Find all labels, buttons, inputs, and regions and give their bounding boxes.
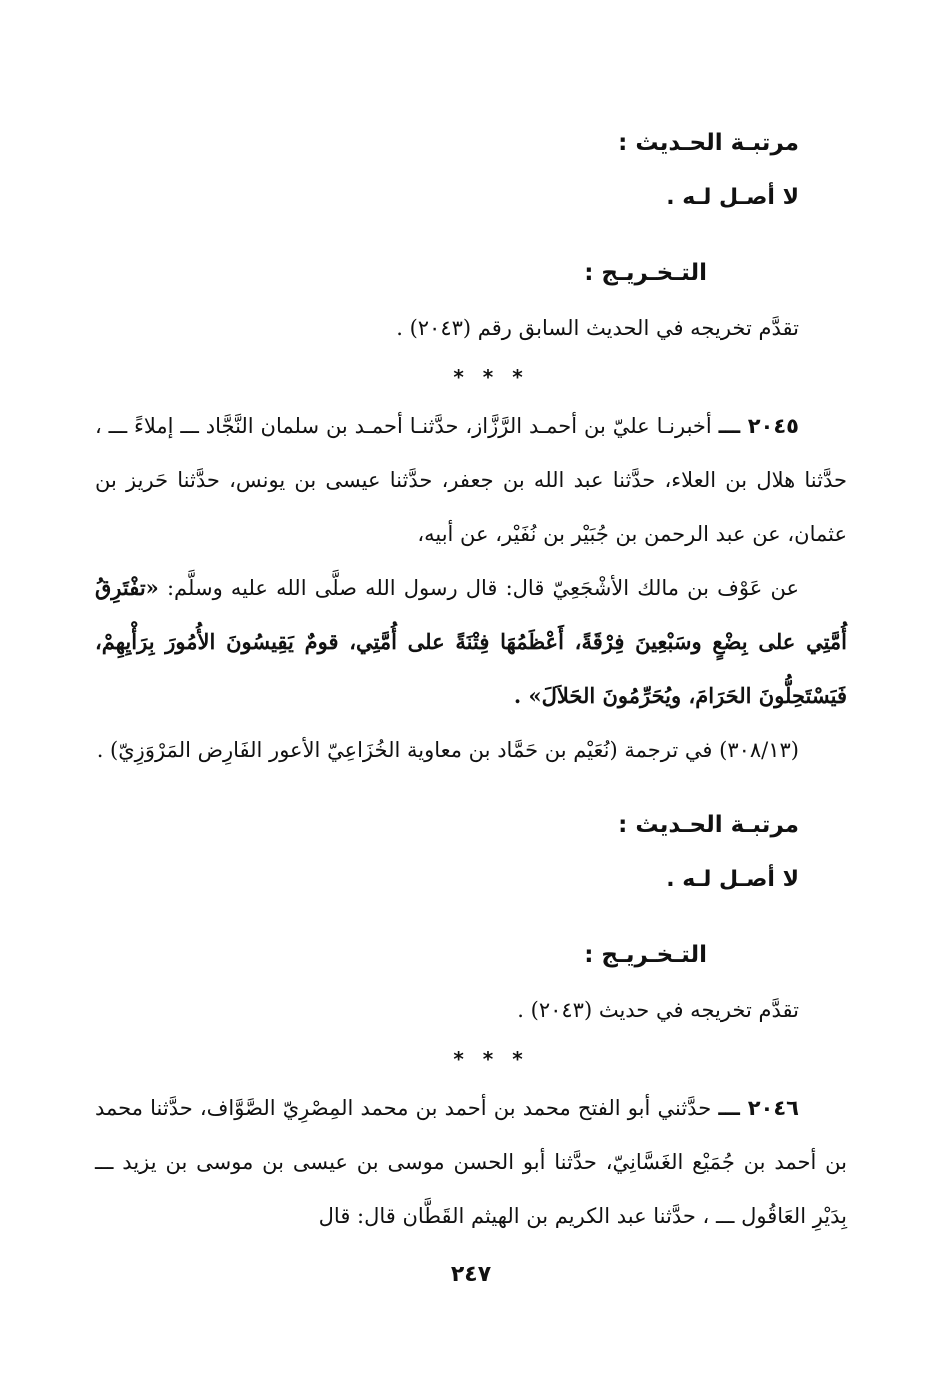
rank-heading: مرتبـة الحـديث :	[618, 812, 799, 838]
rank-heading: مرتبـة الحـديث :	[618, 130, 799, 156]
rank-value: لا أصـل لـه .	[666, 185, 799, 210]
hadith-number: ٢٠٤٥ ـــ	[718, 414, 799, 438]
narrator-text: عن عَوْف بن مالك الأشْجَعِيّ قال: قال رسول الله صلَّى الله عليه وسلَّم:	[166, 576, 799, 600]
takhrij-text: تقدَّم تخريجه في الحديث السابق رقم (٢٠٤٣) .	[396, 316, 799, 340]
hadith-number: ٢٠٤٦ ـــ	[718, 1096, 799, 1120]
matn-text: «تفْتَرِقُ أُمَّتِي على بِضْعٍ وسَبْعِينَ فِرْقَةً، أَعْظَمُهَا فِتْنَةً على أُمَّتِي، قومٌ يَقِيسُونَ الأُمُورَ بِرَأْيِهِمْ، فَيَسْتَحِلُّونَ الحَرَامَ، ويُحَرِّمُونَ الحَلاَلَ» .	[95, 575, 847, 708]
page-number: ٢٤٧	[450, 1262, 492, 1287]
page-body	[95, 105, 847, 1243]
isnad-text: حدَّثني أبو الفتح محمد بن أحمد بن محمد المِصْرِيّ الصَّوَّاف، حدَّثنا محمد بن أحمد بن جُمَيْع الغَسَّانِيّ، حدَّثنا أبو الحسن موسى بن عيسى بن موسى بن يزيد ـــ بِدَيْرِ العَاقُول ـــ ، حدَّثنا عبد الكريم بن الهيثم القَطَّان قال: قال	[95, 1096, 847, 1228]
hadith-2045-isnad	[95, 399, 847, 561]
section-separator: * * *	[453, 365, 529, 389]
hadith-2045-source: (٣٠٨/١٣) في ترجمة (نُعَيْم بن حَمَّاد بن معاوية الخُزَاعِيّ الأعور الفَارِض المَرْوَزِيّ) .	[96, 738, 799, 762]
takhrij-text: تقدَّم تخريجه في حديث (٢٠٤٣) .	[517, 998, 799, 1022]
isnad-text: أخبرنـا عليّ بن أحمـد الرَّزَّاز، حدَّثنـا أحمـد بن سلمان النَّجَّاد ـــ إملاءً ـــ ، حدَّثنا هلال بن العلاء، حدَّثنا عبد الله بن جعفر، حدَّثنا عيسى بن يونس، حدَّثنا حَريز بن عثمان، عن عبد الرحمن بن جُبَيْر بن نُفَيْر، عن أبيه،	[95, 414, 847, 546]
section-separator: * * *	[453, 1047, 529, 1071]
hadith-2045-text	[95, 561, 847, 723]
hadith-2046-isnad	[95, 1081, 847, 1243]
takhrij-heading: التـخـريـج :	[584, 942, 707, 968]
takhrij-heading: التـخـريـج :	[584, 260, 707, 286]
rank-value: لا أصـل لـه .	[666, 867, 799, 892]
